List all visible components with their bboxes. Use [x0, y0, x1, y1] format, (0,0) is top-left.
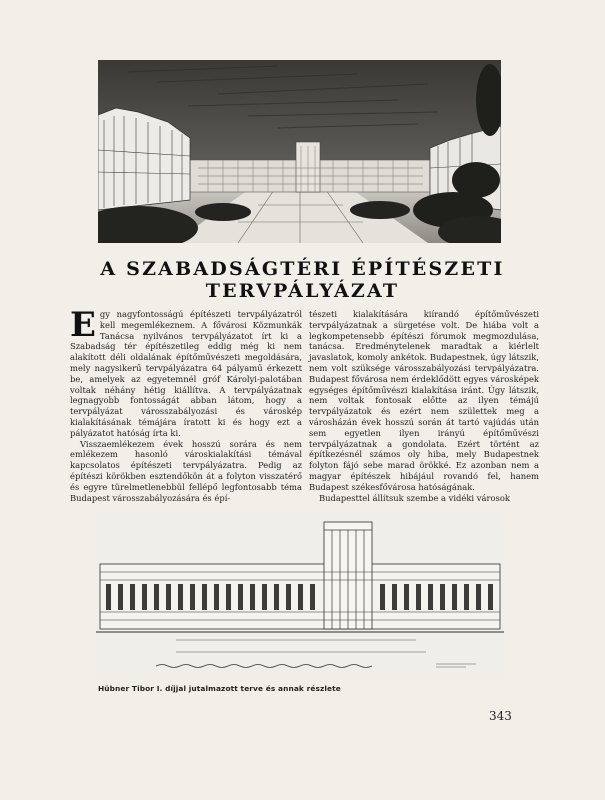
- paragraph-text: gy nagyfontosságú építészeti tervpályázatról kell megemlékeznem. A fővárosi Közmunkák Tanácsa nyilvános tervpályázatot írt ki a Szabadság tér építészetileg eddig még ki nem alakított déli oldalának építőművészeti megoldására, mely nagysikerű tervpályázatra 64 pályamű érkezett be, amelyek az egyetemnél gróf Károlyi-palotában voltak néhány hétig kiállítva. A tervpályázatnak legnagyobb fontosságát abban látom, hogy a tervpályázat városszabályozási és városkép kialakításának témájára íratott ki és hogy ezt a pályázatot hatóság írta ki.: [70, 309, 302, 438]
- right-column: [309, 309, 539, 503]
- bottom-illustration: [96, 514, 504, 676]
- figure-caption: Hübner Tibor I. díjjal jutalmazott terve és annak részlete: [98, 684, 341, 693]
- perspective-drawing: [98, 60, 501, 243]
- paragraph: [70, 305, 302, 439]
- article-title-line-2: TERVPÁLYÁZAT: [205, 280, 400, 302]
- drop-cap: E: [70, 305, 96, 345]
- elevation-drawing: [96, 514, 504, 676]
- article-title-line-1: A SZABADSÁGTÉRI ÉPÍTÉSZETI: [100, 258, 505, 280]
- paragraph: Budapesttel állítsuk szembe a vidéki városok: [319, 492, 510, 503]
- paragraph: tészeti kialakítására kiírandó építőművészeti tervpályázatnak a sürgetése volt. De hiába volt a legkompetensebb építészi fórumok megmozdulása, tanácsa. Eredménytelenek maradtak a kiérlelt javaslatok, komoly ankétok. Budapestnek, úgy látszik, nem volt szüksége városszabályozási tervpályázatra. Budapest fővárosa nem érdeklődött egyes városképek egységes építőművészi kialakítása iránt. Úgy látszik, nem voltak fontosak előtte az ilyen témájú tervpályázatok és ezért nem születtek meg a városházán évek hosszú során át tartó vajúdás után sem egyetlen ilyen irányú építőművészi tervpályázatnak a gondolata. Ezért történt az építkezésnél számos oly hiba, mely Budapestnek folyton fájó sebe marad örökké. Ez azonban nem a magyar építészek hibájául rovandó fel, hanem Budapest székesfővárosa hatóságának.: [309, 309, 539, 492]
- paragraph: Visszaemlékezem évek hosszú sorára és nem emlékezem hasonló városkialakítási témával kapcsolatos építészeti tervpályázatra. Pedig az építészi körökben esztendőkön át a folyton visszatérő és egyre türelmetlenebbül fellépő legfontosabb téma Budapest városszabályozására és épí-: [70, 438, 302, 503]
- top-illustration: [98, 60, 501, 243]
- page-number: 343: [489, 709, 512, 723]
- left-column: [70, 305, 302, 503]
